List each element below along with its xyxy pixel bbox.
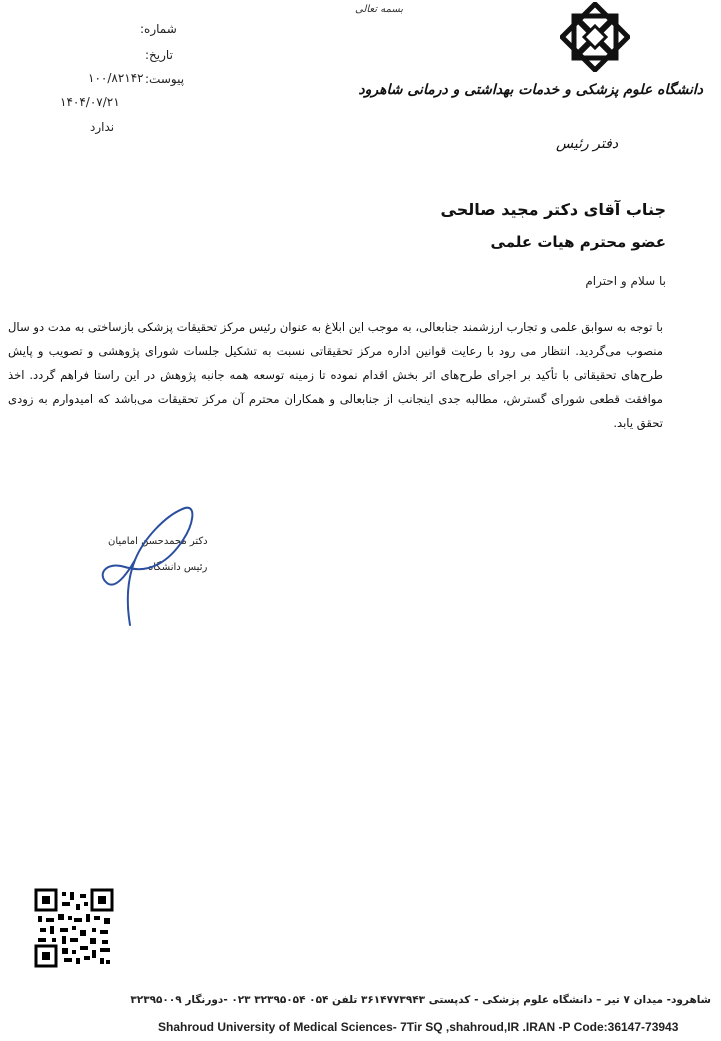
signatory-title: رئیس دانشگاه: [148, 562, 208, 573]
handwritten-signature: [95, 505, 208, 630]
attachment-label: پیوست:: [145, 72, 185, 86]
letter-attachment: ندارد: [90, 120, 115, 134]
university-name: دانشگاه علوم پزشکی و خدمات بهداشتی و درمانی شاهرود: [358, 82, 703, 98]
office-name: دفتر رئیس: [556, 136, 619, 152]
number-label: شماره:: [140, 22, 177, 36]
letter-date: ۱۴۰۴/۰۷/۲۱: [60, 95, 120, 109]
bismillah-text: بسمه تعالی: [355, 4, 404, 15]
qr-code-icon: [34, 888, 114, 968]
signatory-name: دکتر محمدحسن امامیان: [108, 536, 208, 547]
greeting: با سلام و احترام: [585, 274, 666, 288]
letter-body: با توجه به سوابق علمی و تجارب ارزشمند جنابعالی، به موجب این ابلاغ به عنوان رئیس مرکز تحقیقات پزشکی بازساختی به مدت دو سال منصوب می‌گردید. انتظار می رود با رعایت قوانین اداره مرکز تحقیقاتی نسبت به تشکیل جلسات شورای پژوهشی و تصویب و پایش طرح‌های تحقیقاتی با تأکید بر اجرای طرح‌های اثر بخش اقدام نموده تا زمینه توسعه همه جانبه پژوهش در این راستا فراهم گردد. اخذ موافقت قطعی شورای گسترش، مطالبه جدی اینجانب از جنابعالی و همکاران محترم آن مرکز تحقیقات می‌باشد که امیدوارم به زودی تحقق یابد.: [8, 320, 663, 430]
date-label: تاریخ:: [145, 48, 173, 62]
footer-address-en: Shahroud University of Medical Sciences- 7Tir SQ ,shahroud,IR .IRAN -P Code:36147-73943: [158, 1020, 679, 1034]
letter-number: ۱۰۰/۸۲۱۴۲: [88, 71, 144, 85]
recipient-name: جناب آقای دکتر مجید صالحی: [440, 200, 666, 219]
footer-address-fa: شاهرود- میدان ۷ تیر – دانشگاه علوم پزشکی - کدپستی ۳۶۱۴۷۷۳۹۴۳ تلفن ۰۵۴ ۳۲۳۹۵۰۵۴ ۰۲۳ -دورنگار ۳۲۳۹۵۰۰۹: [130, 994, 711, 1006]
recipient-position: عضو محترم هیات علمی: [490, 233, 666, 251]
university-logo-icon: [560, 2, 630, 72]
